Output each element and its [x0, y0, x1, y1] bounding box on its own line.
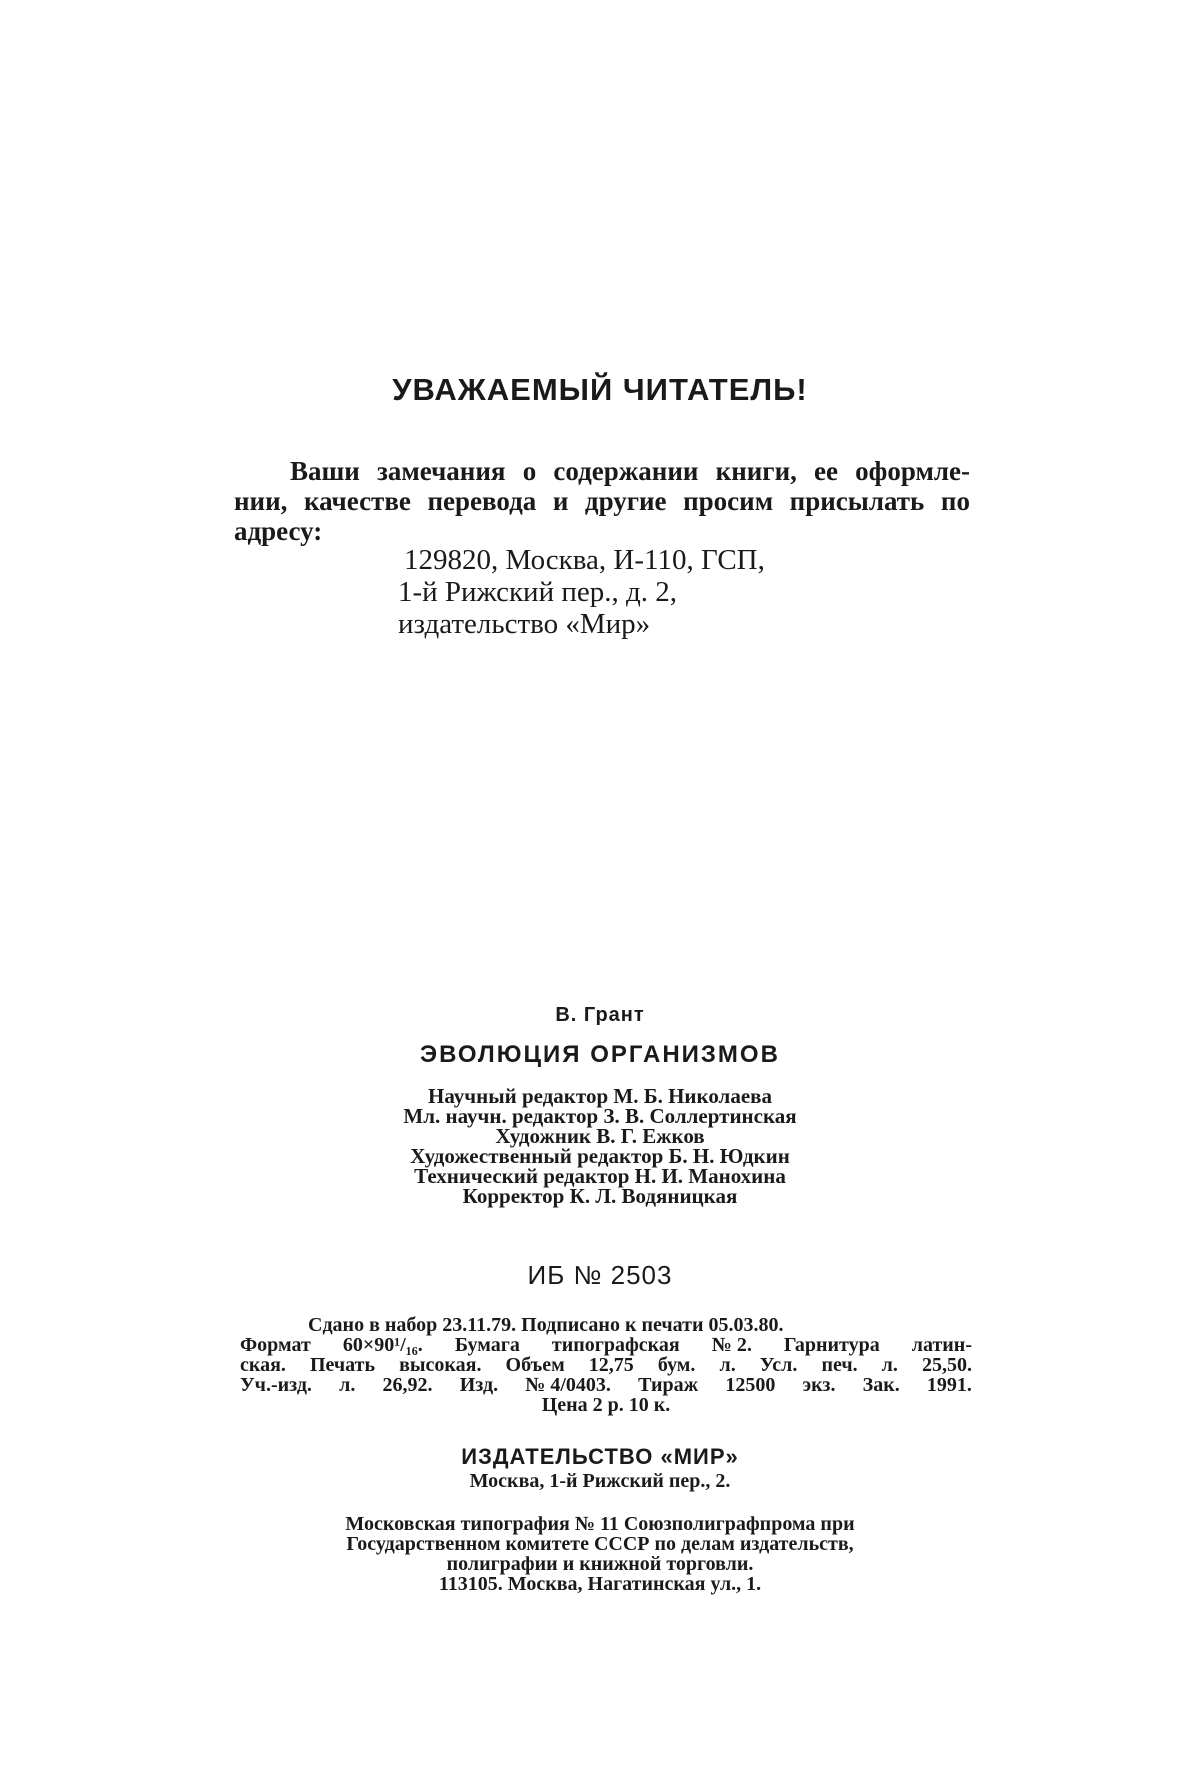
print-detail-line: [240, 1355, 972, 1375]
credit-line: Художник В. Г. Ежков: [495, 1124, 705, 1148]
print-detail-word: л.: [881, 1354, 898, 1376]
notice-word: другие: [584, 486, 667, 516]
address-line: 129820, Москва, И-110, ГСП,: [404, 544, 765, 576]
print-detail-word: 26,92.: [382, 1374, 433, 1396]
printer-line: полиграфии и книжной торговли.: [446, 1553, 754, 1575]
print-detail-word: высокая.: [399, 1354, 482, 1376]
printer-line: Государственном комитете СССР по делам издательств,: [346, 1533, 854, 1555]
print-detail-word: бум.: [657, 1354, 696, 1376]
print-detail-word: 12,75: [588, 1354, 634, 1376]
notice-word: содержании: [553, 456, 699, 486]
book-author: В. Грант: [555, 1004, 645, 1026]
publisher-name: ИЗДАТЕЛЬСТВО «МИР»: [461, 1444, 739, 1469]
print-detail-word: Формат: [240, 1334, 311, 1356]
printer-line: 113105. Москва, Нагатинская ул., 1.: [438, 1573, 762, 1595]
address-line: издательство «Мир»: [398, 608, 651, 640]
notice-line-2: [234, 486, 970, 516]
publisher-mailing-address: [398, 544, 765, 640]
print-details: [240, 1315, 972, 1415]
printing-house: [0, 1514, 1200, 1594]
price-line: Цена 2 р. 10 к.: [541, 1394, 671, 1416]
notice-word: по: [940, 486, 970, 516]
credit-line: Корректор К. Л. Водяницкая: [462, 1184, 738, 1208]
ib-number: ИБ № 2503: [527, 1260, 673, 1290]
print-detail-line: Сдано в набор 23.11.79. Подписано к печати 05.03.80.: [308, 1314, 784, 1336]
notice-word: Ваши: [290, 456, 360, 486]
notice-word: перевода: [427, 486, 537, 516]
notice-word: ее: [814, 456, 839, 486]
book-title: ЭВОЛЮЦИЯ ОРГАНИЗМОВ: [420, 1041, 780, 1068]
reader-notice-body: [234, 456, 970, 546]
print-detail-word: Печать: [309, 1354, 376, 1376]
print-detail-word: экз.: [802, 1374, 836, 1396]
print-detail-word: л.: [719, 1354, 736, 1376]
reader-notice-heading: УВАЖАЕМЫЙ ЧИТАТЕЛЬ!: [392, 372, 808, 407]
print-detail-word: Бумага: [454, 1334, 520, 1356]
print-detail-word: Зак.: [862, 1374, 900, 1396]
notice-word: нии,: [234, 486, 288, 516]
print-detail-word: Усл.: [759, 1354, 798, 1376]
print-detail-word: Гарнитура: [783, 1334, 880, 1356]
notice-word: замечания: [377, 456, 506, 486]
print-detail-word: Уч.-изд.: [240, 1374, 312, 1396]
publisher-address: Москва, 1-й Рижский пер., 2.: [469, 1470, 731, 1492]
print-detail-word: 60×90¹/₁₆.: [342, 1334, 423, 1356]
notice-line-3: [234, 516, 970, 546]
credit-line: Мл. научн. редактор З. В. Соллертинская: [403, 1104, 797, 1128]
address-line: 1-й Рижский пер., д. 2,: [398, 576, 677, 608]
print-detail-word: печ.: [821, 1354, 858, 1376]
notice-word: оформле-: [855, 456, 970, 486]
print-detail-word: ская.: [240, 1354, 286, 1376]
notice-word: о: [522, 456, 537, 486]
notice-word: качестве: [303, 486, 411, 516]
print-detail-word: № 4/0403.: [525, 1374, 611, 1396]
print-detail-word: Тираж: [638, 1374, 699, 1396]
credit-line: Художественный редактор Б. Н. Юдкин: [410, 1144, 790, 1168]
notice-word: и: [552, 486, 569, 516]
print-detail-word: 12500: [725, 1374, 776, 1396]
print-detail-word: латин-: [911, 1334, 972, 1356]
editorial-credits: [0, 1086, 1200, 1206]
notice-word: адресу:: [234, 516, 323, 546]
printer-line: Московская типография № 11 Союзполиграфпрома при: [345, 1513, 855, 1535]
print-detail-word: л.: [339, 1374, 356, 1396]
print-detail-word: 25,50.: [921, 1354, 972, 1376]
print-detail-word: типографская: [551, 1334, 680, 1356]
notice-word: просим: [683, 486, 774, 516]
notice-word: присылать: [789, 486, 925, 516]
notice-line-1: [234, 456, 970, 486]
credit-line: Научный редактор М. Б. Николаева: [428, 1084, 772, 1108]
print-detail-word: Объем: [505, 1354, 565, 1376]
print-detail-word: 1991.: [926, 1374, 972, 1396]
print-detail-word: Изд.: [459, 1374, 499, 1396]
print-detail-line: [240, 1375, 972, 1395]
print-detail-word: № 2.: [711, 1334, 752, 1356]
notice-word: книги,: [715, 456, 797, 486]
credit-line: Технический редактор Н. И. Манохина: [414, 1164, 786, 1188]
print-detail-line: [240, 1335, 972, 1355]
